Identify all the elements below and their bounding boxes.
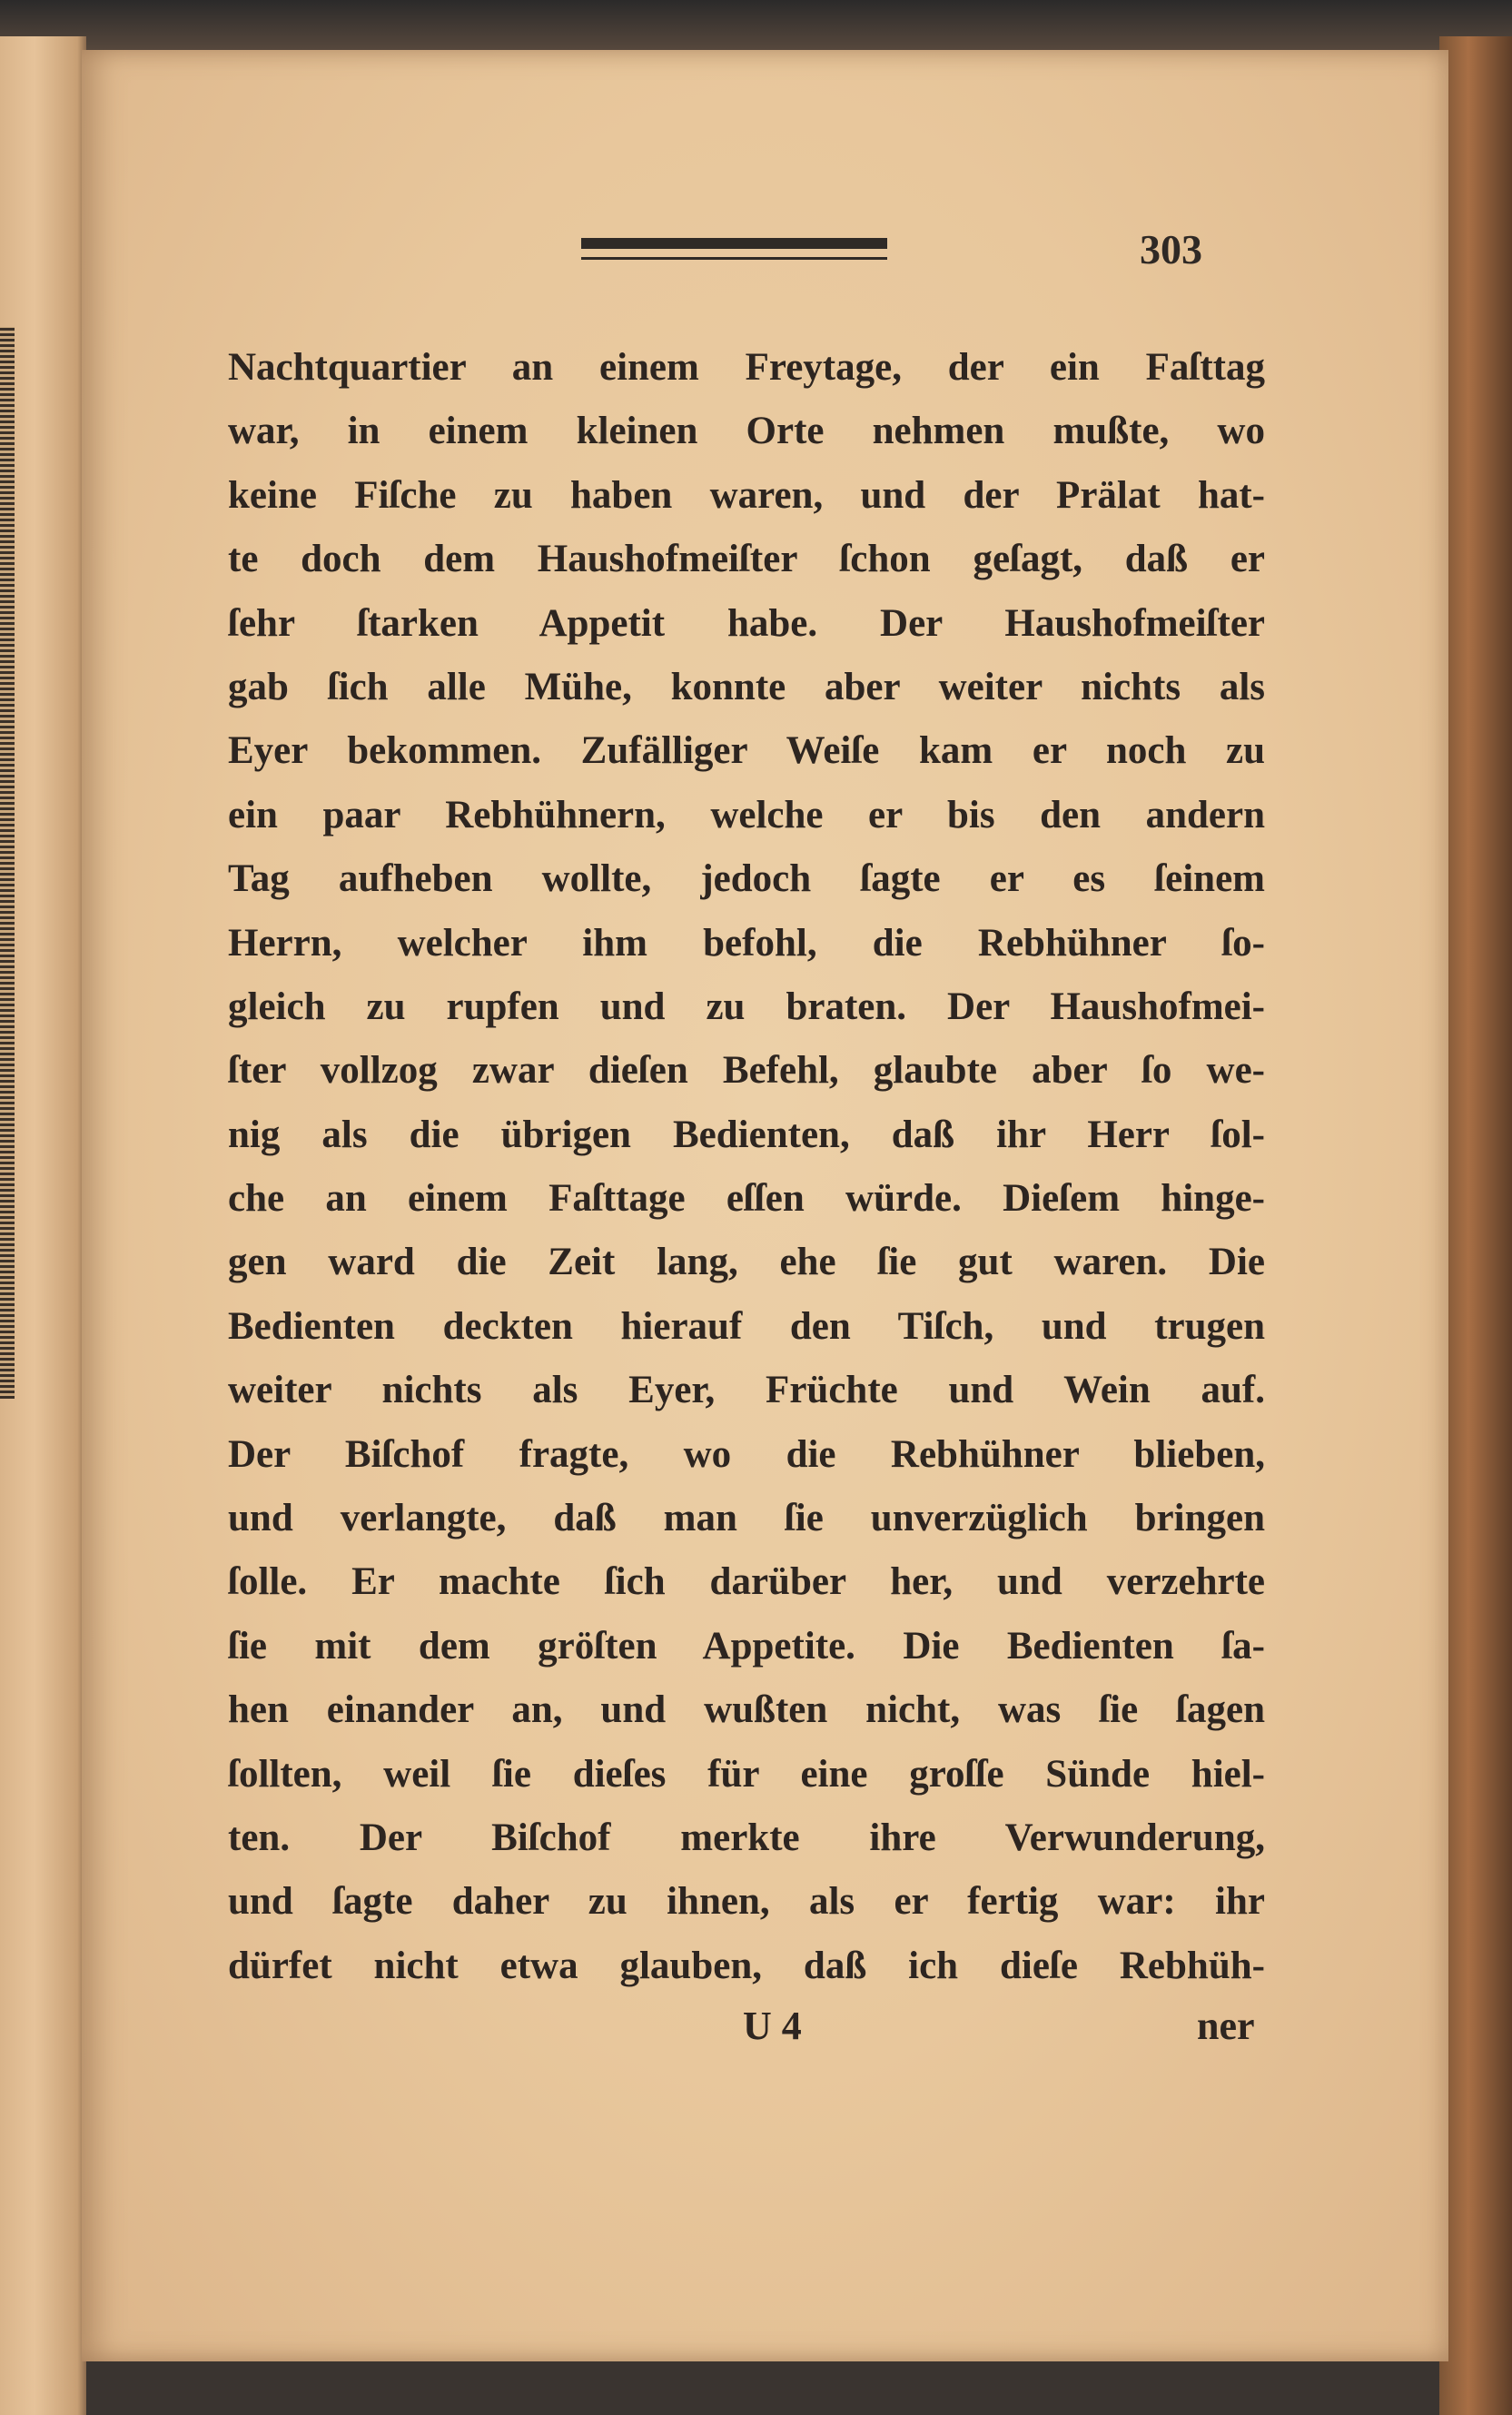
- page-number: 303: [1140, 226, 1202, 272]
- text-line: ten. Der Biſchof merkte ihre Verwunderung,: [228, 1816, 1265, 1859]
- text-line: ſollten, weil ſie dieſes für eine groſſe Sünde hiel-: [228, 1752, 1265, 1796]
- text-line: ſolle. Er machte ſich darüber her, und verzehrte: [228, 1560, 1265, 1604]
- text-line: Nachtquartier an einem Freytage, der ein Faſttag: [228, 346, 1265, 389]
- book-cover-edge: [1439, 36, 1512, 2415]
- text-line: gab ſich alle Mühe, konnte aber weiter nichts als: [228, 665, 1265, 708]
- text-line: ſehr ſtarken Appetit habe. Der Haushofmeiſter: [228, 601, 1265, 645]
- text-line: war, in einem kleinen Orte nehmen mußte, wo: [228, 410, 1265, 453]
- text-line: Eyer bekommen. Zufälliger Weiſe kam er noch zu: [228, 729, 1265, 773]
- signature-mark: U 4: [743, 2004, 802, 2048]
- text-line: ein paar Rebhühnern, welche er bis den andern: [228, 793, 1265, 836]
- text-line: weiter nichts als Eyer, Früchte und Wein auf.: [228, 1369, 1265, 1412]
- scan-background-top: [0, 0, 1512, 54]
- text-line: te doch dem Haushofmeiſter ſchon geſagt, daß er: [228, 538, 1265, 581]
- header-rule-thin: [581, 257, 887, 260]
- text-line: ſter vollzog zwar dieſen Befehl, glaubte aber ſo we-: [228, 1049, 1265, 1093]
- text-line: Der Biſchof fragte, wo die Rebhühner blieben,: [228, 1432, 1265, 1476]
- text-line: ſie mit dem gröſten Appetite. Die Bedienten ſa-: [228, 1624, 1265, 1668]
- text-line: Bedienten deckten hierauf den Tiſch, und trugen: [228, 1304, 1265, 1348]
- text-line: nig als die übrigen Bedienten, daß ihr Herr ſol-: [228, 1113, 1265, 1156]
- body-text: [228, 336, 1265, 1998]
- text-line: hen einander an, und wußten nicht, was ſie ſagen: [228, 1688, 1265, 1732]
- text-line: gleich zu rupfen und zu braten. Der Haushofmei-: [228, 985, 1265, 1028]
- text-line: gen ward die Zeit lang, ehe ſie gut waren. Die: [228, 1241, 1265, 1284]
- text-line: und ſagte daher zu ihnen, als er fertig war: ihr: [228, 1880, 1265, 1924]
- header-rule-thick: [581, 238, 887, 249]
- text-line: keine Fiſche zu haben waren, und der Prälat hat-: [228, 473, 1265, 517]
- text-line: Tag aufheben wollte, jedoch ſagte er es ſeinem: [228, 857, 1265, 901]
- text-line: che an einem Faſttage eſſen würde. Dieſem hinge-: [228, 1177, 1265, 1221]
- engraving-fragment: [0, 327, 15, 1399]
- text-line: dürfet nicht etwa glauben, daß ich dieſe Rebhüh-: [228, 1944, 1265, 1987]
- text-line: und verlangte, daß man ſie unverzüglich bringen: [228, 1497, 1265, 1540]
- left-page-edge: [0, 36, 86, 2415]
- text-line: Herrn, welcher ihm befohl, die Rebhühner ſo-: [228, 921, 1265, 965]
- catchword: ner: [1197, 2004, 1255, 2048]
